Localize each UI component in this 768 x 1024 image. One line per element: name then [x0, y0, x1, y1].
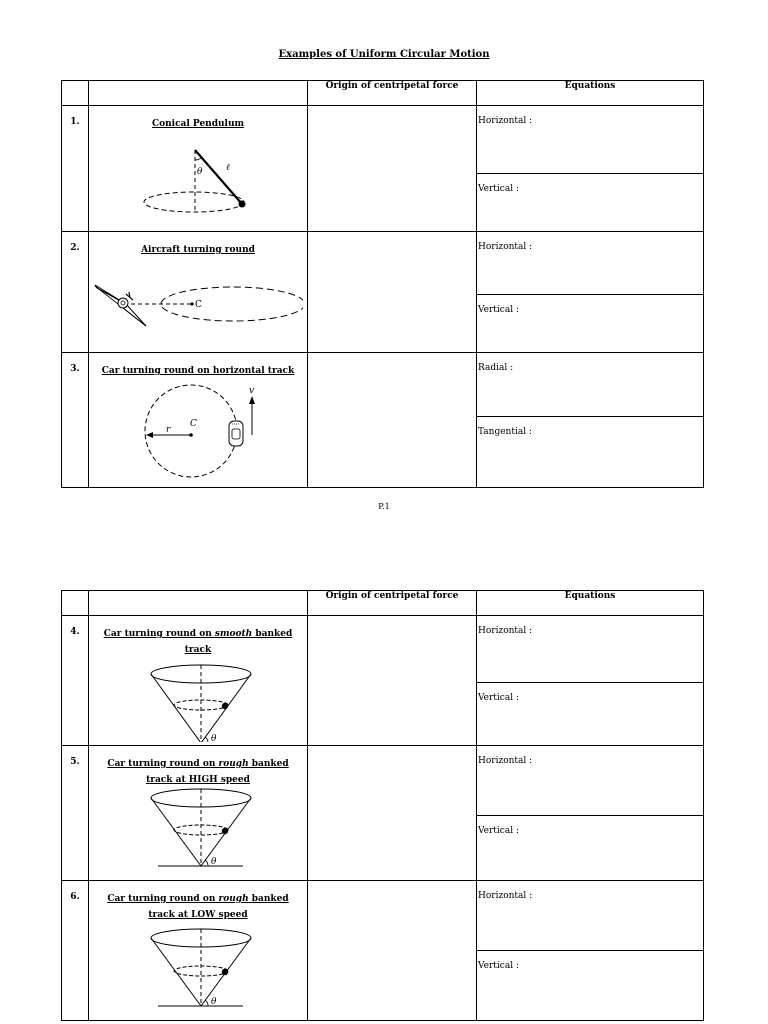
header-equations: Equations	[477, 591, 704, 616]
example-title: Car turning round on horizontal track	[101, 366, 295, 376]
horizontal-track-diagram	[93, 379, 303, 479]
equation-tangential: Tangential :	[477, 416, 703, 487]
example-cell	[89, 353, 308, 488]
equation-vertical: Vertical :	[477, 682, 703, 745]
row-number: 3.	[62, 353, 89, 488]
example-title: Aircraft turning round	[141, 245, 255, 255]
table-header-row	[62, 591, 704, 616]
banked-cone-diagram	[93, 658, 303, 742]
row-number: 6.	[62, 881, 89, 1021]
conical-pendulum-diagram	[93, 132, 303, 216]
example-cell	[89, 881, 308, 1021]
table-row	[62, 353, 704, 488]
origin-cell	[308, 232, 477, 353]
banked-cone-diagram	[93, 923, 303, 1007]
equations-cell	[477, 353, 704, 488]
equations-cell	[477, 616, 704, 746]
angle-label: θ	[197, 167, 203, 177]
example-title: Conical Pendulum	[151, 119, 245, 129]
header-number	[62, 81, 89, 106]
examples-table-1	[61, 80, 704, 488]
center-label: C	[195, 300, 202, 310]
examples-table-2	[61, 590, 704, 1021]
angle-label: θ	[211, 857, 217, 867]
table-row	[62, 232, 704, 353]
example-title: Car turning round on rough banked track at LOW speed	[107, 894, 289, 920]
angle-label: θ	[211, 997, 217, 1007]
velocity-label: v	[249, 386, 255, 396]
equation-vertical: Vertical :	[477, 815, 703, 880]
header-equations: Equations	[477, 81, 704, 106]
example-title: Car turning round on smooth banked track	[103, 629, 293, 655]
table-row	[62, 746, 704, 881]
equation-vertical: Vertical :	[477, 173, 703, 231]
equation-vertical: Vertical :	[477, 294, 703, 352]
equation-horizontal: Horizontal :	[478, 626, 533, 636]
equation-horizontal: Horizontal :	[478, 116, 533, 126]
document-title: Examples of Uniform Circular Motion	[278, 49, 490, 60]
row-number: 4.	[62, 616, 89, 746]
header-example	[89, 591, 308, 616]
equation-vertical: Vertical :	[477, 950, 703, 1020]
table-row	[62, 881, 704, 1021]
header-number	[62, 591, 89, 616]
header-origin: Origin of centripetal force	[308, 591, 477, 616]
example-title: Car turning round on rough banked track at HIGH speed	[107, 759, 289, 785]
example-cell	[89, 232, 308, 353]
radius-label: r	[166, 425, 171, 435]
example-cell	[89, 616, 308, 746]
equations-cell	[477, 746, 704, 881]
equation-horizontal: Horizontal :	[478, 242, 533, 252]
origin-cell	[308, 881, 477, 1021]
table-row	[62, 106, 704, 232]
row-number: 2.	[62, 232, 89, 353]
aircraft-diagram	[93, 258, 303, 338]
origin-cell	[308, 616, 477, 746]
equations-cell	[477, 881, 704, 1021]
header-example	[89, 81, 308, 106]
example-cell	[89, 106, 308, 232]
table-header-row	[62, 81, 704, 106]
equation-radial: Radial :	[478, 363, 514, 373]
row-number: 5.	[62, 746, 89, 881]
equations-cell	[477, 106, 704, 232]
row-number: 1.	[62, 106, 89, 232]
origin-cell	[308, 746, 477, 881]
equation-horizontal: Horizontal :	[478, 756, 533, 766]
center-label: C	[190, 419, 197, 429]
angle-label: θ	[211, 734, 217, 742]
banked-cone-diagram	[93, 788, 303, 868]
origin-cell	[308, 353, 477, 488]
table-row	[62, 616, 704, 746]
page-number: P.1	[378, 502, 390, 511]
example-cell	[89, 746, 308, 881]
equations-cell	[477, 232, 704, 353]
origin-cell	[308, 106, 477, 232]
length-label: ℓ	[226, 163, 230, 173]
equation-horizontal: Horizontal :	[478, 891, 533, 901]
header-origin: Origin of centripetal force	[308, 81, 477, 106]
